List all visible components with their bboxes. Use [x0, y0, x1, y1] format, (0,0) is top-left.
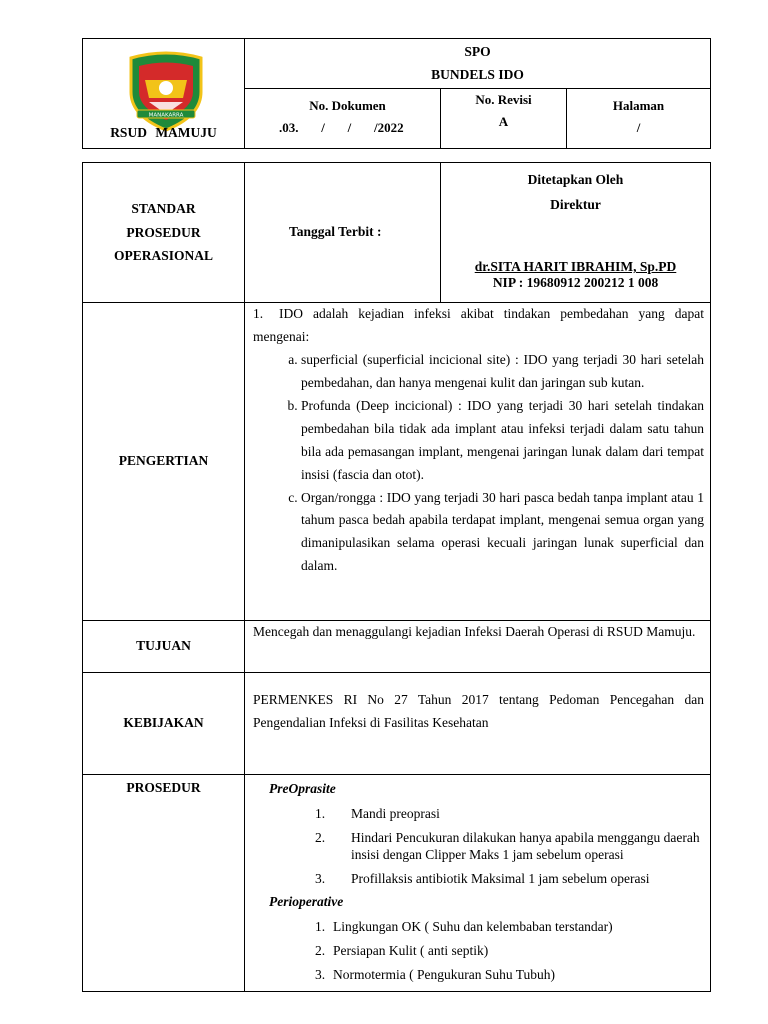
sop-table [82, 162, 711, 992]
director-name: dr.SITA HARIT IBRAHIM, Sp.PD [474, 259, 677, 274]
prosedur-row [83, 775, 711, 992]
procedure-step [253, 830, 704, 864]
revisi-value: A [498, 114, 509, 130]
revisi-label: No. Revisi [475, 92, 532, 107]
kebijakan-label: KEBIJAKAN [83, 673, 245, 775]
step-text: Profillaksis antibiotik Maksimal 1 jam sebelum operasi [351, 870, 650, 886]
ditetapkan-cell [441, 163, 711, 303]
tujuan-row [83, 621, 711, 673]
dokumen-cell [245, 89, 441, 149]
rsud-logo-icon [121, 50, 211, 132]
pengertian-row [83, 303, 711, 621]
step-number: 1. [315, 919, 326, 935]
step-text: Hindari Pencukuran dilakukan hanya apabila menggangu daerah insisi dengan Clipper Maks 1 jam sebelum operasi [351, 829, 700, 862]
step-text: Lingkungan OK ( Suhu dan kelembaban terstandar) [333, 919, 613, 935]
procedure-step [253, 943, 704, 960]
title-cell [245, 39, 711, 89]
list-item: c. Organ/rongga : IDO yang terjadi 30 hari pasca bedah tanpa implant atau 1 tahum pasca bedah apabila terdapat implant, mengenai semua organ yang dimanipulasikan selama operasi kecuali jaringan lunak superficial dan dalam. [301, 487, 704, 579]
org-name: RSUD MAMUJU [110, 125, 217, 140]
step-text: Mandi preoprasi [351, 805, 440, 821]
procedure-step [253, 806, 704, 823]
kebijakan-row [83, 673, 711, 775]
tujuan-label: TUJUAN [83, 621, 245, 673]
pengertian-content [245, 303, 711, 621]
halaman-value: / [636, 120, 641, 136]
revisi-cell [441, 89, 567, 149]
pengertian-label: PENGERTIAN [83, 303, 245, 621]
kebijakan-text: PERMENKES RI No 27 Tahun 2017 tentang Pedoman Pencegahan dan Pengendalian Infeksi di Fasilitas Kesehatan [245, 673, 711, 775]
preoprasite-heading: PreOprasite [269, 781, 336, 796]
step-text: Persiapan Kulit ( anti septik) [333, 943, 489, 959]
procedure-step [253, 919, 704, 936]
procedure-step [253, 967, 704, 984]
dokumen-value: .03. / / /2022 [279, 120, 404, 136]
step-number: 1. [315, 805, 326, 821]
halaman-label: Halaman [612, 98, 665, 113]
step-number: 3. [315, 967, 326, 982]
document-title: BUNDELS IDO [431, 66, 524, 82]
ditetapkan-label: Ditetapkan Oleh [527, 172, 624, 187]
step-number: 2. [315, 943, 326, 959]
tujuan-text: Mencegah dan menaggulangi kejadian Infeksi Daerah Operasi di RSUD Mamuju. [245, 621, 711, 673]
tanggal-terbit: Tanggal Terbit : [245, 163, 441, 303]
logo-cell [83, 39, 245, 149]
director-nip: NIP : 19680912 200212 1 008 [492, 274, 659, 290]
direktur-label: Direktur [550, 196, 601, 212]
dokumen-label: No. Dokumen [309, 98, 386, 113]
spo-label: SPO [464, 44, 491, 60]
logo-text: MANAKARRA [148, 112, 184, 119]
step-number: 3. [315, 870, 326, 886]
sop-label-line: OPERASIONAL [113, 248, 213, 264]
step-text: Normotermia ( Pengukuran Suhu Tubuh) [333, 967, 555, 982]
perioperative-heading: Perioperative [269, 894, 344, 910]
procedure-step [253, 871, 704, 888]
sop-label-cell [83, 163, 245, 303]
prosedur-content [245, 775, 711, 992]
header-table [82, 38, 711, 149]
sop-label-line: PROSEDUR [126, 224, 201, 240]
list-item: a. superficial (superficial incicional site) : IDO yang terjadi 30 hari setelah pembedahan, dan hanya mengenai kulit dan jaringan sub kutan. [301, 349, 704, 395]
list-item: 1. IDO adalah kejadian infeksi akibat tindakan pembedahan yang dapat mengenai: a. superficial (superficial incicional site) : IDO yang terjadi 30 hari setelah pembedahan, dan hanya mengenai kulit dan jaringan sub kutan. b. Profunda (Deep incicional) : IDO yang terjadi 30 hari setelah tindakan pembedahan bila tidak ada implant atau infeksi terjadi dalam satu tahun bila ada pemasangan implant, mengenai jaringan lunak dalam dari tempat insisi (fascia dan otot). c. Organ/rongga : IDO yang terjadi 30 hari pasca bedah tanpa implant atau 1 tahum pasca bedah apabila terdapat implant, mengenai semua organ yang dimanipulasikan selama operasi kecuali jaringan lunak superficial dan dalam. [253, 303, 704, 578]
step-number: 2. [315, 829, 326, 845]
halaman-cell [567, 89, 711, 149]
sop-row [83, 163, 711, 303]
sop-label-line: STANDAR [131, 201, 196, 217]
list-item: b. Profunda (Deep incicional) : IDO yang terjadi 30 hari setelah tindakan pembedahan bila tidak ada implant atau infeksi terjadi dalam satu tahun bila ada pemasangan implant, mengenai jaringan lunak dalam dari tempat insisi (fascia dan otot). [301, 395, 704, 487]
prosedur-label: PROSEDUR [83, 775, 245, 992]
